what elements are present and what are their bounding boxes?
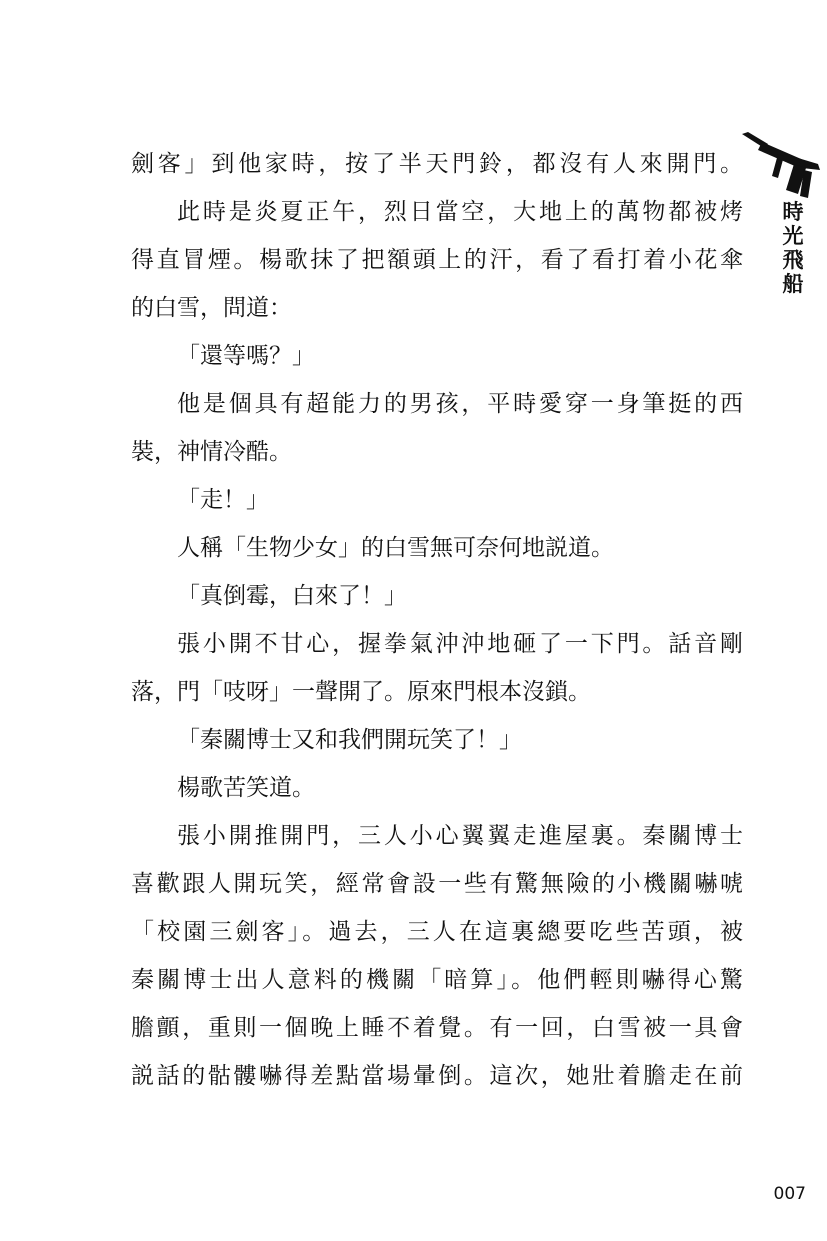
text-line: 張小開不甘心，握拳氣沖沖地砸了一下門。話音剛 bbox=[177, 631, 743, 657]
text-line: 落，門「吱呀」一聲開了。原來門根本沒鎖。 bbox=[131, 679, 591, 705]
text-line: 張小開推開門，三人小心翼翼走進屋裏。秦關博士 bbox=[177, 823, 743, 849]
text-line: 「校園三劍客」。過去，三人在這裏總要吃些苦頭，被 bbox=[131, 919, 743, 945]
body-text bbox=[131, 140, 743, 1100]
text-line: 此時是炎夏正午，烈日當空，大地上的萬物都被烤 bbox=[177, 199, 743, 225]
book-title-vertical: 時光飛船 bbox=[782, 200, 804, 296]
text-line: 裝，神情冷酷。 bbox=[131, 439, 292, 465]
text-line: 「真倒霉，白來了！」 bbox=[177, 583, 407, 609]
page-number: 007 bbox=[773, 1184, 806, 1204]
text-line: 劍客」到他家時，按了半天門鈴，都沒有人來開門。 bbox=[131, 151, 743, 177]
text-line: 得直冒煙。楊歌抹了把額頭上的汗，看了看打着小花傘 bbox=[131, 247, 743, 273]
text-line: 楊歌苦笑道。 bbox=[177, 775, 315, 801]
text-line: 「還等嗎？」 bbox=[177, 343, 315, 369]
text-line: 人稱「生物少女」的白雪無可奈何地説道。 bbox=[177, 535, 614, 561]
text-line: 秦關博士出人意料的機關「暗算」。他們輕則嚇得心驚 bbox=[131, 967, 743, 993]
text-line: 膽顫，重則一個晚上睡不着覺。有一回，白雪被一具會 bbox=[131, 1015, 743, 1041]
gun-icon bbox=[738, 128, 822, 200]
text-line: 他是個具有超能力的男孩，平時愛穿一身筆挺的西 bbox=[177, 391, 743, 417]
text-line: 「走！」 bbox=[177, 487, 269, 513]
text-line: 喜歡跟人開玩笑，經常會設一些有驚無險的小機關嚇唬 bbox=[131, 871, 743, 897]
text-line: 「秦關博士又和我們開玩笑了！」 bbox=[177, 727, 522, 753]
text-line: 的白雪，問道： bbox=[131, 295, 292, 321]
text-line: 説話的骷髏嚇得差點當場暈倒。這次，她壯着膽走在前 bbox=[131, 1063, 743, 1089]
